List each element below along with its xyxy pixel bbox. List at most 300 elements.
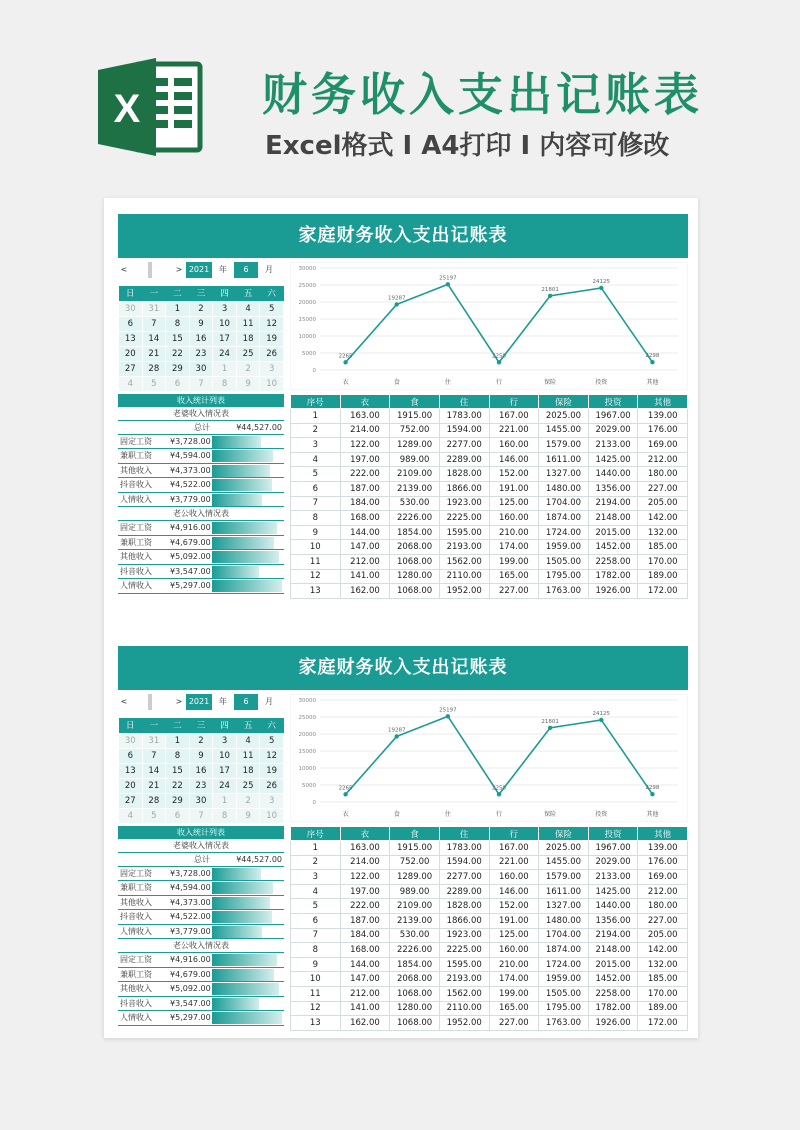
table-cell[interactable]: 1866.00 xyxy=(439,481,489,496)
calendar-day[interactable]: 4 xyxy=(119,376,143,391)
table-cell[interactable]: 184.00 xyxy=(340,496,390,511)
table-cell[interactable]: 1915.00 xyxy=(390,409,440,424)
table-cell[interactable]: 142.00 xyxy=(638,943,688,958)
table-cell[interactable]: 1356.00 xyxy=(588,481,638,496)
table-cell[interactable]: 122.00 xyxy=(340,870,390,885)
calendar-day[interactable]: 18 xyxy=(236,763,260,778)
table-cell[interactable]: 152.00 xyxy=(489,467,539,482)
calendar-day[interactable]: 28 xyxy=(142,793,166,808)
table-cell[interactable]: 210.00 xyxy=(489,525,539,540)
table-cell[interactable]: 1455.00 xyxy=(539,423,589,438)
table-cell[interactable]: 1782.00 xyxy=(588,569,638,584)
table-cell[interactable]: 2258.00 xyxy=(588,554,638,569)
table-cell[interactable]: 1068.00 xyxy=(390,554,440,569)
table-cell[interactable]: 2109.00 xyxy=(390,899,440,914)
table-cell[interactable]: 1289.00 xyxy=(390,870,440,885)
table-cell[interactable]: 989.00 xyxy=(390,452,440,467)
table-cell[interactable]: 1 xyxy=(291,841,341,856)
table-cell[interactable]: 1289.00 xyxy=(390,438,440,453)
calendar-day[interactable]: 16 xyxy=(189,763,213,778)
table-cell[interactable]: 1579.00 xyxy=(539,438,589,453)
table-cell[interactable]: 2015.00 xyxy=(588,957,638,972)
table-cell[interactable]: 1795.00 xyxy=(539,569,589,584)
calendar-day[interactable]: 29 xyxy=(166,793,190,808)
table-cell[interactable]: 1828.00 xyxy=(439,899,489,914)
calendar-day[interactable]: 9 xyxy=(236,808,260,823)
table-cell[interactable]: 1854.00 xyxy=(390,525,440,540)
table-cell[interactable]: 7 xyxy=(291,496,341,511)
table-cell[interactable]: 170.00 xyxy=(638,554,688,569)
table-cell[interactable]: 1915.00 xyxy=(390,841,440,856)
table-cell[interactable]: 139.00 xyxy=(638,841,688,856)
calendar-day[interactable]: 3 xyxy=(260,793,284,808)
table-cell[interactable]: 530.00 xyxy=(390,496,440,511)
calendar-day[interactable]: 10 xyxy=(260,808,284,823)
table-cell[interactable]: 2109.00 xyxy=(390,467,440,482)
table-cell[interactable]: 1505.00 xyxy=(539,986,589,1001)
calendar-day[interactable]: 13 xyxy=(119,763,143,778)
table-cell[interactable]: 8 xyxy=(291,943,341,958)
table-cell[interactable]: 214.00 xyxy=(340,423,390,438)
calendar-day[interactable]: 2 xyxy=(189,733,213,748)
table-cell[interactable]: 197.00 xyxy=(340,452,390,467)
table-cell[interactable]: 167.00 xyxy=(489,841,539,856)
calendar-day[interactable]: 13 xyxy=(119,331,143,346)
table-cell[interactable]: 9 xyxy=(291,957,341,972)
table-cell[interactable]: 1327.00 xyxy=(539,467,589,482)
table-cell[interactable]: 1 xyxy=(291,409,341,424)
table-cell[interactable]: 1782.00 xyxy=(588,1001,638,1016)
table-cell[interactable]: 1562.00 xyxy=(439,554,489,569)
table-cell[interactable]: 169.00 xyxy=(638,870,688,885)
table-cell[interactable]: 5 xyxy=(291,899,341,914)
table-cell[interactable]: 2194.00 xyxy=(588,928,638,943)
table-cell[interactable]: 144.00 xyxy=(340,957,390,972)
table-cell[interactable]: 1952.00 xyxy=(439,1016,489,1031)
calendar-day[interactable]: 8 xyxy=(166,316,190,331)
table-cell[interactable]: 227.00 xyxy=(489,1016,539,1031)
calendar-day[interactable]: 14 xyxy=(142,331,166,346)
calendar-day[interactable]: 25 xyxy=(236,346,260,361)
table-cell[interactable]: 144.00 xyxy=(340,525,390,540)
calendar-day[interactable]: 5 xyxy=(142,376,166,391)
table-cell[interactable]: 168.00 xyxy=(340,511,390,526)
table-cell[interactable]: 180.00 xyxy=(638,899,688,914)
table-cell[interactable]: 752.00 xyxy=(390,855,440,870)
calendar-day[interactable]: 23 xyxy=(189,346,213,361)
table-cell[interactable]: 180.00 xyxy=(638,467,688,482)
table-cell[interactable]: 1724.00 xyxy=(539,957,589,972)
table-cell[interactable]: 162.00 xyxy=(340,1016,390,1031)
table-cell[interactable]: 13 xyxy=(291,1016,341,1031)
table-cell[interactable]: 1783.00 xyxy=(439,841,489,856)
table-cell[interactable]: 1280.00 xyxy=(390,1001,440,1016)
table-cell[interactable]: 212.00 xyxy=(340,554,390,569)
table-cell[interactable]: 172.00 xyxy=(638,584,688,599)
next-month-button[interactable]: > xyxy=(175,265,183,274)
table-cell[interactable]: 11 xyxy=(291,554,341,569)
table-cell[interactable]: 1923.00 xyxy=(439,496,489,511)
calendar-day[interactable]: 3 xyxy=(213,733,237,748)
table-cell[interactable]: 142.00 xyxy=(638,511,688,526)
table-cell[interactable]: 205.00 xyxy=(638,496,688,511)
calendar-day[interactable]: 18 xyxy=(236,331,260,346)
prev-month-button[interactable]: < xyxy=(120,265,128,274)
table-cell[interactable]: 146.00 xyxy=(489,452,539,467)
table-cell[interactable]: 1763.00 xyxy=(539,1016,589,1031)
scroll-handle[interactable] xyxy=(148,694,152,710)
table-cell[interactable]: 8 xyxy=(291,511,341,526)
calendar-day[interactable]: 27 xyxy=(119,793,143,808)
calendar-day[interactable]: 15 xyxy=(166,763,190,778)
table-cell[interactable]: 1595.00 xyxy=(439,957,489,972)
calendar-day[interactable]: 31 xyxy=(142,301,166,316)
table-cell[interactable]: 1452.00 xyxy=(588,972,638,987)
table-cell[interactable]: 227.00 xyxy=(489,584,539,599)
table-cell[interactable]: 176.00 xyxy=(638,423,688,438)
calendar-day[interactable]: 31 xyxy=(142,733,166,748)
month-field[interactable]: 6 xyxy=(234,262,258,278)
table-cell[interactable]: 2148.00 xyxy=(588,511,638,526)
table-cell[interactable]: 2289.00 xyxy=(439,452,489,467)
table-cell[interactable]: 163.00 xyxy=(340,409,390,424)
table-cell[interactable]: 1480.00 xyxy=(539,913,589,928)
table-cell[interactable]: 174.00 xyxy=(489,540,539,555)
table-cell[interactable]: 199.00 xyxy=(489,554,539,569)
calendar-day[interactable]: 15 xyxy=(166,331,190,346)
table-cell[interactable]: 227.00 xyxy=(638,481,688,496)
table-cell[interactable]: 1425.00 xyxy=(588,452,638,467)
table-cell[interactable]: 132.00 xyxy=(638,525,688,540)
calendar-day[interactable]: 26 xyxy=(260,778,284,793)
calendar-day[interactable]: 2 xyxy=(236,361,260,376)
table-cell[interactable]: 221.00 xyxy=(489,423,539,438)
table-cell[interactable]: 1594.00 xyxy=(439,423,489,438)
calendar-day[interactable]: 4 xyxy=(119,808,143,823)
table-cell[interactable]: 205.00 xyxy=(638,928,688,943)
table-cell[interactable]: 2133.00 xyxy=(588,438,638,453)
table-cell[interactable]: 189.00 xyxy=(638,1001,688,1016)
calendar-day[interactable]: 12 xyxy=(260,316,284,331)
table-cell[interactable]: 10 xyxy=(291,972,341,987)
table-cell[interactable]: 2133.00 xyxy=(588,870,638,885)
calendar-day[interactable]: 1 xyxy=(166,301,190,316)
calendar-day[interactable]: 7 xyxy=(189,808,213,823)
table-cell[interactable]: 160.00 xyxy=(489,870,539,885)
table-cell[interactable]: 10 xyxy=(291,540,341,555)
table-cell[interactable]: 1440.00 xyxy=(588,899,638,914)
calendar-day[interactable]: 22 xyxy=(166,778,190,793)
table-cell[interactable]: 185.00 xyxy=(638,540,688,555)
scroll-handle[interactable] xyxy=(148,262,152,278)
table-cell[interactable]: 4 xyxy=(291,884,341,899)
table-cell[interactable]: 146.00 xyxy=(489,884,539,899)
calendar-day[interactable]: 11 xyxy=(236,748,260,763)
table-cell[interactable]: 1967.00 xyxy=(588,841,638,856)
table-cell[interactable]: 2025.00 xyxy=(539,409,589,424)
table-cell[interactable]: 12 xyxy=(291,569,341,584)
table-cell[interactable]: 6 xyxy=(291,481,341,496)
prev-month-button[interactable]: < xyxy=(120,697,128,706)
table-cell[interactable]: 1874.00 xyxy=(539,943,589,958)
table-cell[interactable]: 1704.00 xyxy=(539,928,589,943)
calendar-day[interactable]: 17 xyxy=(213,331,237,346)
calendar-day[interactable]: 7 xyxy=(142,748,166,763)
table-cell[interactable]: 1452.00 xyxy=(588,540,638,555)
table-cell[interactable]: 12 xyxy=(291,1001,341,1016)
table-cell[interactable]: 167.00 xyxy=(489,409,539,424)
calendar-day[interactable]: 2 xyxy=(189,301,213,316)
table-cell[interactable]: 1356.00 xyxy=(588,913,638,928)
calendar-day[interactable]: 23 xyxy=(189,778,213,793)
table-cell[interactable]: 222.00 xyxy=(340,899,390,914)
table-cell[interactable]: 1763.00 xyxy=(539,584,589,599)
calendar-day[interactable]: 24 xyxy=(213,778,237,793)
table-cell[interactable]: 1923.00 xyxy=(439,928,489,943)
table-cell[interactable]: 752.00 xyxy=(390,423,440,438)
calendar-day[interactable]: 14 xyxy=(142,763,166,778)
table-cell[interactable]: 191.00 xyxy=(489,913,539,928)
calendar-day[interactable]: 30 xyxy=(189,361,213,376)
table-cell[interactable]: 184.00 xyxy=(340,928,390,943)
table-cell[interactable]: 11 xyxy=(291,986,341,1001)
table-cell[interactable]: 139.00 xyxy=(638,409,688,424)
table-cell[interactable]: 1952.00 xyxy=(439,584,489,599)
calendar-day[interactable]: 25 xyxy=(236,778,260,793)
table-cell[interactable]: 1611.00 xyxy=(539,452,589,467)
calendar-day[interactable]: 19 xyxy=(260,763,284,778)
table-cell[interactable]: 989.00 xyxy=(390,884,440,899)
table-cell[interactable]: 2139.00 xyxy=(390,913,440,928)
table-cell[interactable]: 1828.00 xyxy=(439,467,489,482)
calendar-day[interactable]: 3 xyxy=(260,361,284,376)
table-cell[interactable]: 9 xyxy=(291,525,341,540)
table-cell[interactable]: 2029.00 xyxy=(588,855,638,870)
table-cell[interactable]: 2193.00 xyxy=(439,972,489,987)
table-cell[interactable]: 1068.00 xyxy=(390,986,440,1001)
calendar-day[interactable]: 6 xyxy=(119,748,143,763)
table-cell[interactable]: 163.00 xyxy=(340,841,390,856)
calendar-day[interactable]: 9 xyxy=(189,748,213,763)
calendar-day[interactable]: 5 xyxy=(142,808,166,823)
table-cell[interactable]: 1967.00 xyxy=(588,409,638,424)
table-cell[interactable]: 187.00 xyxy=(340,481,390,496)
table-cell[interactable]: 1327.00 xyxy=(539,899,589,914)
table-cell[interactable]: 2110.00 xyxy=(439,569,489,584)
table-cell[interactable]: 160.00 xyxy=(489,511,539,526)
table-cell[interactable]: 1926.00 xyxy=(588,1016,638,1031)
table-cell[interactable]: 1783.00 xyxy=(439,409,489,424)
table-cell[interactable]: 1704.00 xyxy=(539,496,589,511)
table-cell[interactable]: 221.00 xyxy=(489,855,539,870)
table-cell[interactable]: 2025.00 xyxy=(539,841,589,856)
table-cell[interactable]: 174.00 xyxy=(489,972,539,987)
table-cell[interactable]: 6 xyxy=(291,913,341,928)
calendar-day[interactable]: 3 xyxy=(213,301,237,316)
table-cell[interactable]: 147.00 xyxy=(340,540,390,555)
calendar-day[interactable]: 22 xyxy=(166,346,190,361)
calendar-day[interactable]: 6 xyxy=(119,316,143,331)
table-cell[interactable]: 172.00 xyxy=(638,1016,688,1031)
table-cell[interactable]: 2110.00 xyxy=(439,1001,489,1016)
table-cell[interactable]: 212.00 xyxy=(638,884,688,899)
calendar-day[interactable]: 6 xyxy=(166,376,190,391)
table-cell[interactable]: 1959.00 xyxy=(539,972,589,987)
table-cell[interactable]: 1579.00 xyxy=(539,870,589,885)
table-cell[interactable]: 170.00 xyxy=(638,986,688,1001)
calendar-day[interactable]: 8 xyxy=(213,376,237,391)
table-cell[interactable]: 3 xyxy=(291,438,341,453)
table-cell[interactable]: 1068.00 xyxy=(390,584,440,599)
table-cell[interactable]: 1874.00 xyxy=(539,511,589,526)
table-cell[interactable]: 1480.00 xyxy=(539,481,589,496)
table-cell[interactable]: 1440.00 xyxy=(588,467,638,482)
calendar-day[interactable]: 19 xyxy=(260,331,284,346)
calendar-day[interactable]: 17 xyxy=(213,763,237,778)
calendar-day[interactable]: 26 xyxy=(260,346,284,361)
table-cell[interactable]: 2258.00 xyxy=(588,986,638,1001)
calendar-day[interactable]: 30 xyxy=(119,301,143,316)
calendar-day[interactable]: 5 xyxy=(260,733,284,748)
table-cell[interactable]: 176.00 xyxy=(638,855,688,870)
table-cell[interactable]: 1505.00 xyxy=(539,554,589,569)
table-cell[interactable]: 222.00 xyxy=(340,467,390,482)
calendar-day[interactable]: 28 xyxy=(142,361,166,376)
table-cell[interactable]: 125.00 xyxy=(489,496,539,511)
table-cell[interactable]: 160.00 xyxy=(489,438,539,453)
table-cell[interactable]: 4 xyxy=(291,452,341,467)
table-cell[interactable]: 1455.00 xyxy=(539,855,589,870)
table-cell[interactable]: 165.00 xyxy=(489,569,539,584)
table-cell[interactable]: 212.00 xyxy=(638,452,688,467)
calendar-day[interactable]: 9 xyxy=(236,376,260,391)
table-cell[interactable]: 187.00 xyxy=(340,913,390,928)
table-cell[interactable]: 1611.00 xyxy=(539,884,589,899)
table-cell[interactable]: 189.00 xyxy=(638,569,688,584)
calendar-day[interactable]: 10 xyxy=(260,376,284,391)
table-cell[interactable]: 2068.00 xyxy=(390,972,440,987)
calendar-day[interactable]: 27 xyxy=(119,361,143,376)
table-cell[interactable]: 141.00 xyxy=(340,1001,390,1016)
table-cell[interactable]: 13 xyxy=(291,584,341,599)
table-cell[interactable]: 2 xyxy=(291,855,341,870)
table-cell[interactable]: 2225.00 xyxy=(439,943,489,958)
table-cell[interactable]: 214.00 xyxy=(340,855,390,870)
table-cell[interactable]: 160.00 xyxy=(489,943,539,958)
calendar-day[interactable]: 16 xyxy=(189,331,213,346)
table-cell[interactable]: 2015.00 xyxy=(588,525,638,540)
table-cell[interactable]: 227.00 xyxy=(638,913,688,928)
calendar-day[interactable]: 8 xyxy=(213,808,237,823)
calendar-day[interactable]: 5 xyxy=(260,301,284,316)
table-cell[interactable]: 2068.00 xyxy=(390,540,440,555)
calendar-day[interactable]: 1 xyxy=(166,733,190,748)
calendar-day[interactable]: 21 xyxy=(142,346,166,361)
table-cell[interactable]: 191.00 xyxy=(489,481,539,496)
table-cell[interactable]: 2029.00 xyxy=(588,423,638,438)
table-cell[interactable]: 168.00 xyxy=(340,943,390,958)
calendar-day[interactable]: 12 xyxy=(260,748,284,763)
calendar-day[interactable]: 7 xyxy=(189,376,213,391)
calendar-day[interactable]: 7 xyxy=(142,316,166,331)
table-cell[interactable]: 197.00 xyxy=(340,884,390,899)
table-cell[interactable]: 169.00 xyxy=(638,438,688,453)
calendar-day[interactable]: 30 xyxy=(189,793,213,808)
table-cell[interactable]: 1425.00 xyxy=(588,884,638,899)
table-cell[interactable]: 210.00 xyxy=(489,957,539,972)
table-cell[interactable]: 5 xyxy=(291,467,341,482)
calendar-day[interactable]: 1 xyxy=(213,793,237,808)
calendar-day[interactable]: 4 xyxy=(236,733,260,748)
table-cell[interactable]: 1795.00 xyxy=(539,1001,589,1016)
table-cell[interactable]: 1068.00 xyxy=(390,1016,440,1031)
calendar-day[interactable]: 29 xyxy=(166,361,190,376)
table-cell[interactable]: 2277.00 xyxy=(439,438,489,453)
calendar-day[interactable]: 21 xyxy=(142,778,166,793)
table-cell[interactable]: 2193.00 xyxy=(439,540,489,555)
calendar-day[interactable]: 20 xyxy=(119,346,143,361)
table-cell[interactable]: 2289.00 xyxy=(439,884,489,899)
table-cell[interactable]: 165.00 xyxy=(489,1001,539,1016)
calendar-day[interactable]: 24 xyxy=(213,346,237,361)
table-cell[interactable]: 530.00 xyxy=(390,928,440,943)
table-cell[interactable]: 3 xyxy=(291,870,341,885)
table-cell[interactable]: 122.00 xyxy=(340,438,390,453)
table-cell[interactable]: 1595.00 xyxy=(439,525,489,540)
table-cell[interactable]: 2225.00 xyxy=(439,511,489,526)
table-cell[interactable]: 2277.00 xyxy=(439,870,489,885)
calendar-day[interactable]: 8 xyxy=(166,748,190,763)
calendar-day[interactable]: 10 xyxy=(213,316,237,331)
table-cell[interactable]: 1866.00 xyxy=(439,913,489,928)
table-cell[interactable]: 2226.00 xyxy=(390,943,440,958)
calendar-day[interactable]: 10 xyxy=(213,748,237,763)
table-cell[interactable]: 212.00 xyxy=(340,986,390,1001)
calendar-day[interactable]: 6 xyxy=(166,808,190,823)
table-cell[interactable]: 1926.00 xyxy=(588,584,638,599)
next-month-button[interactable]: > xyxy=(175,697,183,706)
table-cell[interactable]: 141.00 xyxy=(340,569,390,584)
table-cell[interactable]: 1959.00 xyxy=(539,540,589,555)
table-cell[interactable]: 152.00 xyxy=(489,899,539,914)
table-cell[interactable]: 1854.00 xyxy=(390,957,440,972)
calendar-day[interactable]: 2 xyxy=(236,793,260,808)
calendar-day[interactable]: 11 xyxy=(236,316,260,331)
table-cell[interactable]: 199.00 xyxy=(489,986,539,1001)
table-cell[interactable]: 7 xyxy=(291,928,341,943)
calendar-day[interactable]: 1 xyxy=(213,361,237,376)
table-cell[interactable]: 185.00 xyxy=(638,972,688,987)
table-cell[interactable]: 2194.00 xyxy=(588,496,638,511)
table-cell[interactable]: 1724.00 xyxy=(539,525,589,540)
table-cell[interactable]: 162.00 xyxy=(340,584,390,599)
table-cell[interactable]: 1594.00 xyxy=(439,855,489,870)
month-field[interactable]: 6 xyxy=(234,694,258,710)
table-cell[interactable]: 125.00 xyxy=(489,928,539,943)
table-cell[interactable]: 1562.00 xyxy=(439,986,489,1001)
table-cell[interactable]: 2226.00 xyxy=(390,511,440,526)
table-cell[interactable]: 1280.00 xyxy=(390,569,440,584)
table-cell[interactable]: 147.00 xyxy=(340,972,390,987)
calendar-day[interactable]: 20 xyxy=(119,778,143,793)
table-cell[interactable]: 132.00 xyxy=(638,957,688,972)
calendar-day[interactable]: 9 xyxy=(189,316,213,331)
table-cell[interactable]: 2139.00 xyxy=(390,481,440,496)
year-field[interactable]: 2021 xyxy=(186,694,212,710)
calendar-day[interactable]: 4 xyxy=(236,301,260,316)
table-cell[interactable]: 2148.00 xyxy=(588,943,638,958)
table-cell[interactable]: 2 xyxy=(291,423,341,438)
